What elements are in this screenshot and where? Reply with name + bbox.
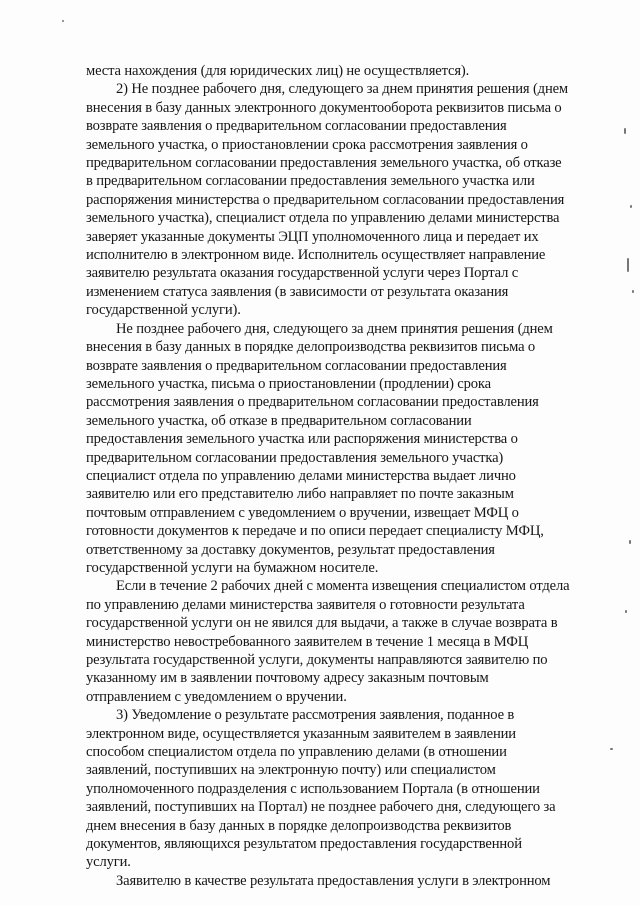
paragraph-mail-return: Если в течение 2 рабочих дней с момента извещения специалистом отдела по управлению делами министерства заявителя о готовности результата государственной услуги он не явился для выдачи, а также в случае возврата в министерство невостребованного заявителем в течение 1 месяца в МФЦ результата государственной услуги, документы направляются заявителю по указанному им в заявлении почтовому адресу заказным почтовым отправлением с уведомлением о вручении. bbox=[86, 578, 570, 705]
scan-speck bbox=[62, 20, 64, 22]
paragraph-continuation: места нахождения (для юридических лиц) не осуществляется). bbox=[86, 63, 470, 79]
scan-speck bbox=[629, 540, 631, 544]
scan-speck bbox=[627, 258, 629, 272]
paragraph-paper-delivery: Не позднее рабочего дня, следующего за днем принятия решения (днем внесения в базу данных в порядке делопроизводства реквизитов письма о возврате заявления о предварительном согласовании предоставления земельного участка, письма о приостановлении (продлении) срока рассмотрения заявления о предварительном согласовании предоставления земельного участка, об отказе в предварительном согласовании предоставления земельного участка или распоряжения министерства о предварительном согласовании предоставления земельного участка) специалист отдела по управлению делами министерства выдает лично заявителю или его представителю либо направляет по почте заказным почтовым отправлением с уведомлением о вручении, извещает МФЦ о готовности документов к передаче и по описи передает специалисту МФЦ, ответственному за доставку документов, результат предоставления государственной услуги на бумажном носителе. bbox=[86, 320, 553, 576]
scan-speck bbox=[624, 128, 626, 134]
scan-speck bbox=[610, 748, 613, 750]
scan-speck bbox=[625, 610, 627, 613]
paragraph-item-2: 2) Не позднее рабочего дня, следующего за днем принятия решения (днем внесения в базу данных электронного документооборота реквизитов письма о возврате заявления о предварительном согласовании предоставления земельного участка, о приостановлении срока рассмотрения заявления о предварительном согласовании предоставления земельного участка, об отказе в предварительном согласовании предоставления земельного участка или распоряжения министерства о предварительном согласовании предоставления земельного участка), специалист отдела по управлению делами министерства заверяет указанные документы ЭЦП уполномоченного лица и передает их исполнителю в электронном виде. Исполнитель осуществляет направление заявителю результата оказания государственной услуги через Портал с изменением статуса заявления (в зависимости от результата оказания государственной услуги). bbox=[86, 81, 569, 319]
document-body bbox=[86, 62, 601, 890]
paragraph-item-3: 3) Уведомление о результате рассмотрения заявления, поданное в электронном виде, осуществляется указанным заявителем в заявлении способом специалистом отдела по управлению делами (в отношении заявлений, поступивших на электронную почту) или специалистом уполномоченного подразделения с использованием Портала (в отношении заявлений, поступивших на Портал) не позднее рабочего дня, следующего за днем внесения в базу данных в порядке делопроизводства реквизитов документов, являющихся результатом предоставления государственной услуги. bbox=[86, 707, 556, 871]
paragraph-electronic-result: Заявителю в качестве результата предоставления услуги в электронном bbox=[116, 872, 551, 889]
scan-speck bbox=[630, 205, 632, 208]
scan-speck bbox=[632, 290, 634, 293]
